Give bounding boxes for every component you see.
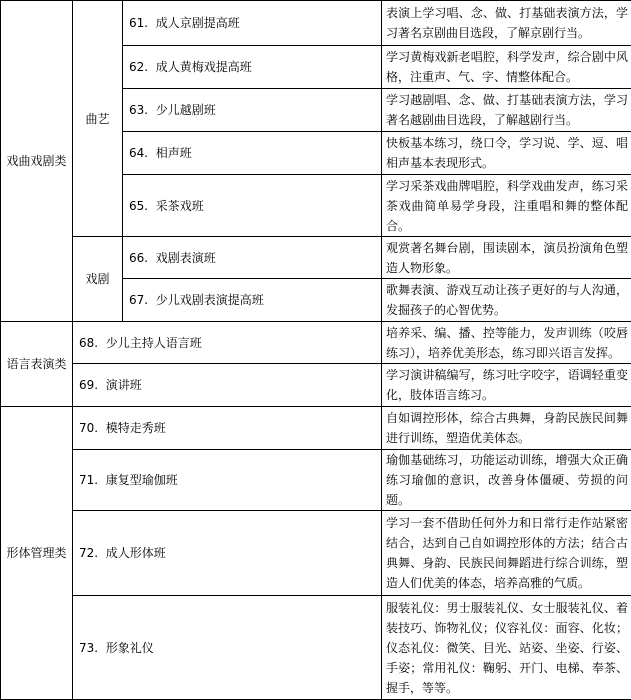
course-desc: 观赏著名舞台剧，围读剧本，演员扮演角色塑造人物形象。 [382,237,631,279]
course-desc: 学习演讲稿编写，练习吐字咬字，语调轻重变化，肢体语言练习。 [382,364,631,407]
course-cell [73,596,382,700]
course-cell [123,175,382,237]
course-desc: 表演上学习唱、念、做、打基础表演方法，学习著名京剧曲目选段，了解京剧行当。 [382,1,631,46]
course-no: 66. [129,251,148,265]
table-row [1,1,631,46]
course-no: 69. [79,378,98,392]
course-name: 少儿越剧班 [156,103,216,117]
course-cell [123,89,382,132]
course-cell [123,132,382,175]
course-name: 少儿主持人语言班 [106,336,202,350]
category-cell [1,322,73,407]
category-name: 语言表演类 [6,357,66,371]
course-cell [73,322,382,364]
subcategory-cell [73,237,123,322]
course-cell [123,237,382,279]
course-name: 采茶戏班 [156,199,204,213]
course-desc: 学习黄梅戏新老唱腔，科学发声，综合剧中风格，注重声、气、字、情整体配合。 [382,46,631,89]
table-row [1,450,631,511]
course-desc: 歌舞表演、游戏互动让孩子更好的与人沟通，发掘孩子的心智优势。 [382,279,631,322]
course-desc: 服装礼仪：男士服装礼仪、女士服装礼仪、着装技巧、饰物礼仪；仪容礼仪：面容、化妆；仪态礼仪：微笑、目光、站姿、坐姿、行姿、手姿；常用礼仪：鞠躬、开门、电梯、奉茶、握手，等等。 [382,596,631,700]
course-no: 64. [129,146,148,160]
course-name: 演讲班 [106,378,142,392]
subcategory-name: 曲艺 [85,112,109,126]
course-name: 戏剧表演班 [156,251,216,265]
course-desc: 快板基本练习，绕口令，学习说、学、逗、唱相声基本表现形式。 [382,132,631,175]
table-row [1,407,631,450]
course-name: 模特走秀班 [106,421,166,435]
course-name: 成人形体班 [106,546,166,560]
course-no: 72. [79,546,98,560]
subcategory-cell [73,1,123,237]
course-desc: 学习越剧唱、念、做、打基础表演方法，学习著名越剧曲目选段，了解越剧行当。 [382,89,631,132]
course-desc: 瑜伽基础练习，功能运动训练，增强大众正确练习瑜伽的意识，改善身体僵硬、劳损的问题。 [382,450,631,511]
course-desc: 培养采、编、播、控等能力，发声训练（咬唇练习），培养优美形态，练习即兴语言发挥。 [382,322,631,364]
course-no: 73. [79,641,98,655]
course-name: 相声班 [156,146,192,160]
category-name: 戏曲戏剧类 [6,154,66,168]
course-cell [123,1,382,46]
course-cell [73,511,382,596]
course-name: 成人京剧提高班 [156,16,240,30]
course-no: 68. [79,336,98,350]
course-name: 成人黄梅戏提高班 [156,60,252,74]
category-cell [1,1,73,322]
course-cell [123,46,382,89]
course-name: 康复型瑜伽班 [106,473,178,487]
course-cell [73,407,382,450]
course-no: 70. [79,421,98,435]
table-row [1,364,631,407]
course-no: 71. [79,473,98,487]
course-no: 61. [129,16,148,30]
course-desc: 学习采茶戏曲牌唱腔，科学戏曲发声，练习采茶戏曲简单易学身段，注重唱和舞的整体配合。 [382,175,631,237]
course-no: 63. [129,103,148,117]
table-row [1,511,631,596]
course-no: 62. [129,60,148,74]
course-name: 形象礼仪 [106,641,154,655]
category-name: 形体管理类 [6,546,66,560]
table-row [1,596,631,700]
course-cell [123,279,382,322]
category-cell [1,407,73,700]
course-desc: 学习一套不借助任何外力和日常行走作站紧密结合，达到自己自如调控形体的方法；结合古典舞、身韵、民族民间舞蹈进行综合训练，塑造人们优美的体态，培养高雅的气质。 [382,511,631,596]
course-name: 少儿戏剧表演提高班 [156,293,264,307]
course-cell [73,364,382,407]
course-no: 65. [129,199,148,213]
course-desc: 自如调控形体，综合古典舞，身韵民族民间舞进行训练，塑造优美体态。 [382,407,631,450]
table-row [1,322,631,364]
course-cell [73,450,382,511]
table-row [1,237,631,279]
course-no: 67. [129,293,148,307]
subcategory-name: 戏剧 [85,272,109,286]
